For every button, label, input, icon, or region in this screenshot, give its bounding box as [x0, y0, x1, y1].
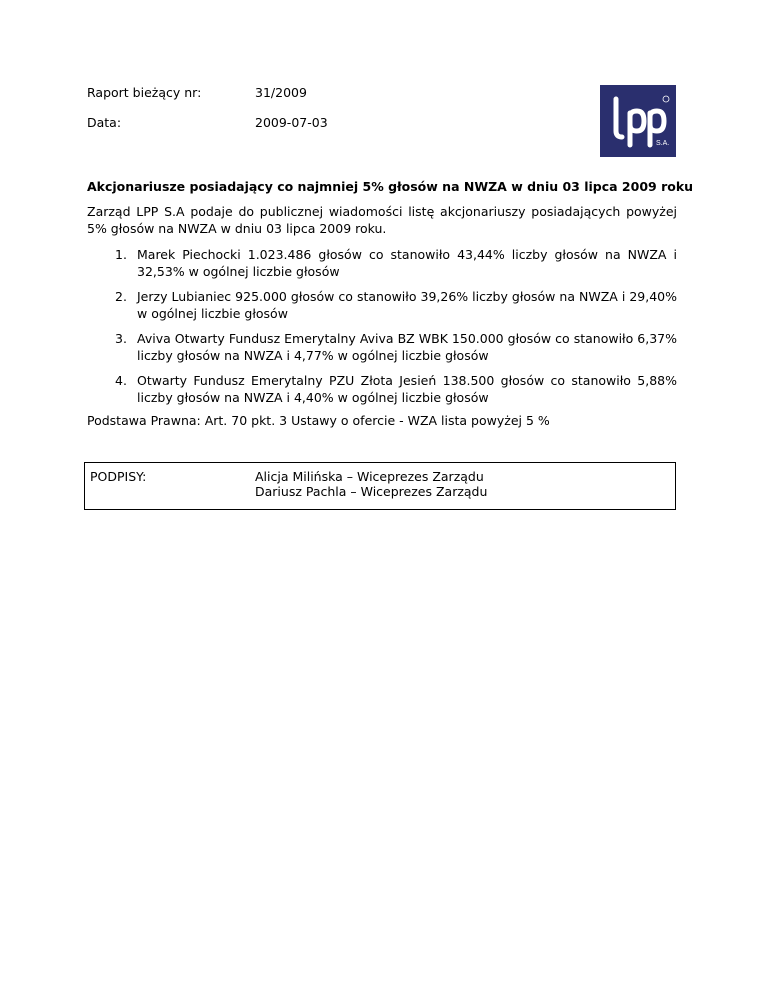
legal-basis: Podstawa Prawna: Art. 70 pkt. 3 Ustawy o ofercie - WZA lista powyżej 5 % [87, 413, 550, 428]
report-date-label: Data: [87, 115, 122, 130]
list-number: 1. [115, 247, 127, 262]
signature-label: PODPISY: [90, 469, 147, 484]
report-heading: Akcjonariusze posiadający co najmniej 5% głosów na NWZA w dniu 03 lipca 2009 roku [87, 179, 694, 194]
lpp-logo [600, 85, 676, 157]
list-number: 4. [115, 373, 127, 388]
list-item [87, 372, 677, 406]
svg-text:S.A.: S.A. [656, 140, 670, 147]
shareholder-list [87, 246, 677, 414]
list-number: 2. [115, 289, 127, 304]
signature-names [255, 469, 487, 499]
signatory-1: Alicja Milińska – Wiceprezes Zarządu [255, 469, 484, 484]
lpp-logo-graphic [600, 85, 676, 157]
intro-paragraph: Zarząd LPP S.A podaje do publicznej wiadomości listę akcjonariuszy posiadających powyżej 5% głosów na NWZA w dniu 03 lipca 2009 roku. [87, 204, 677, 236]
list-text: Otwarty Fundusz Emerytalny PZU Złota Jesień 138.500 głosów co stanowiło 5,88% liczby głosów na NWZA i 4,40% w ogólnej liczbie głosów [137, 373, 677, 405]
list-text: Jerzy Lubianiec 925.000 głosów co stanowiło 39,26% liczby głosów na NWZA i 29,40% w ogólnej liczbie głosów [137, 289, 677, 321]
list-text: Marek Piechocki 1.023.486 głosów co stanowiło 43,44% liczby głosów na NWZA i 32,53% w ogólnej liczbie głosów [137, 247, 677, 279]
list-item [87, 246, 677, 280]
signatory-2: Dariusz Pachla – Wiceprezes Zarządu [255, 484, 488, 499]
report-date-value: 2009-07-03 [255, 115, 328, 130]
list-item [87, 288, 677, 322]
list-number: 3. [115, 331, 127, 346]
report-number-label: Raport bieżący nr: [87, 85, 202, 100]
report-number-value: 31/2009 [255, 85, 307, 100]
signature-box [84, 462, 676, 510]
list-text: Aviva Otwarty Fundusz Emerytalny Aviva BZ WBK 150.000 głosów co stanowiło 6,37% liczby głosów na NWZA i 4,77% w ogólnej liczbie głosów [137, 331, 677, 363]
list-item [87, 330, 677, 364]
